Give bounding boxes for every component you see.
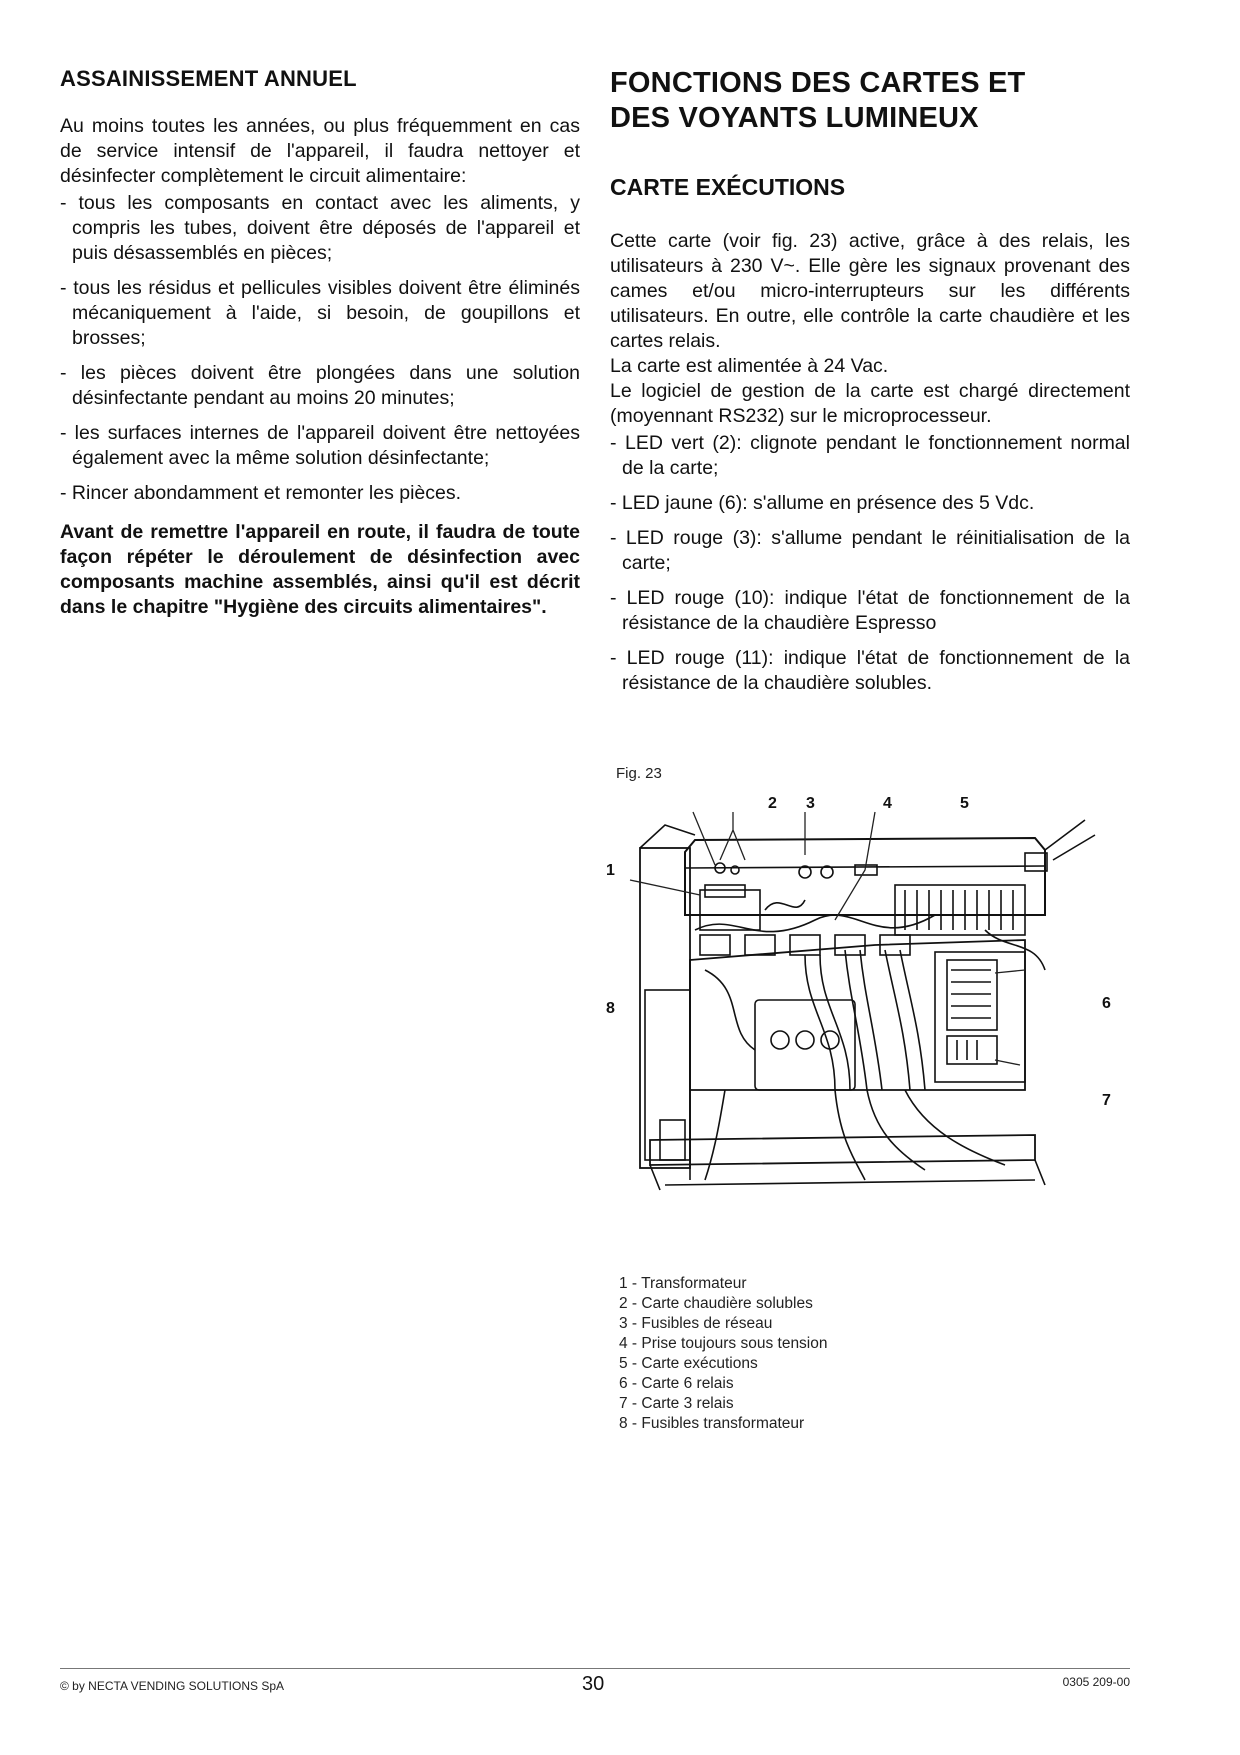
page-title [610,66,1130,136]
machine-interior-illustration [605,790,1125,1240]
list-item: - les pièces doivent être plongées dans une solution désinfectante pendant au moins 20 minutes; [60,362,580,409]
board-description: Cette carte (voir fig. 23) active, grâce à des relais, les utilisateurs à 230 V~. Elle gère les signaux provenant des cames et/ou micro-interrupteurs sur les différents utilisateurs. En outre, elle contrôle la carte chaudière et les cartes relais. [610,230,1130,352]
callout-4: 4 [883,795,892,812]
list-item: - LED rouge (3): s'allume pendant le réinitialisation de la carte; [610,527,1130,574]
page-title-line-2: DES VOYANTS LUMINEUX [610,102,979,134]
list-item: - tous les composants en contact avec les aliments, y compris les tubes, doivent être déposés de l'appareil et puis désassemblés en pièces; [60,192,580,264]
list-item: - Rincer abondamment et remonter les pièces. [60,482,462,504]
callout-1: 1 [606,862,615,879]
led-list [610,431,1130,696]
list-item: - tous les résidus et pellicules visibles doivent être éliminés mécaniquement à l'aide, si besoin, de goupillons et brosses; [60,277,580,349]
board-power: La carte est alimentée à 24 Vac. [610,355,889,377]
intro-paragraph: Au moins toutes les années, ou plus fréquemment en cas de service intensif de l'appareil, il faudra nettoyer et désinfecter complètement le circuit alimentaire: [60,115,580,187]
list-item: - LED rouge (10): indique l'état de fonctionnement de la résistance de la chaudière Espresso [610,587,1130,634]
legend-item: 5 - Carte exécutions [619,1355,758,1372]
section-heading-board: CARTE EXÉCUTIONS [610,174,846,200]
legend-item: 1 - Transformateur [619,1275,747,1292]
figure-caption: Fig. 23 [616,765,662,782]
section-heading-annual-sanitation: ASSAINISSEMENT ANNUEL [60,66,357,91]
list-item: - LED rouge (11): indique l'état de fonctionnement de la résistance de la chaudière solubles. [610,647,1130,694]
legend-item: 4 - Prise toujours sous tension [619,1335,828,1352]
document-code: 0305 209-00 [1062,1675,1130,1689]
callout-2: 2 [768,795,777,812]
callout-8: 8 [606,1000,615,1017]
legend-item: 7 - Carte 3 relais [619,1395,734,1412]
legend-item: 3 - Fusibles de réseau [619,1315,773,1332]
callout-6: 6 [1102,995,1111,1012]
callout-5: 5 [960,795,969,812]
legend-item: 8 - Fusibles transformateur [619,1415,805,1432]
list-item: - LED jaune (6): s'allume en présence des 5 Vdc. [610,492,1035,514]
list-item: - les surfaces internes de l'appareil doivent être nettoyées également avec la même solution désinfectante; [60,422,580,469]
right-column [610,66,1130,706]
page-number: 30 [582,1673,605,1695]
callout-3: 3 [806,795,815,812]
figure-legend [619,1274,828,1434]
board-software: Le logiciel de gestion de la carte est chargé directement (moyennant RS232) sur le microprocesseur. [610,380,1130,427]
callout-7: 7 [1102,1092,1111,1109]
sanitation-steps-list [60,191,580,506]
page-title-line-1: FONCTIONS DES CARTES ET [610,67,1026,99]
legend-item: 6 - Carte 6 relais [619,1375,734,1392]
list-item: - LED vert (2): clignote pendant le fonctionnement normal de la carte; [610,432,1130,479]
legend-item: 2 - Carte chaudière solubles [619,1295,813,1312]
footer-copyright: © by NECTA VENDING SOLUTIONS SpA [60,1679,285,1693]
footer-divider [60,1668,1130,1669]
left-column [60,66,580,620]
warning-paragraph: Avant de remettre l'appareil en route, il faudra de toute façon répéter le déroulement de désinfection avec composants machine assemblés, ainsi qu'il est décrit dans le chapitre "Hygiène des circuits alimentaires". [60,521,580,618]
